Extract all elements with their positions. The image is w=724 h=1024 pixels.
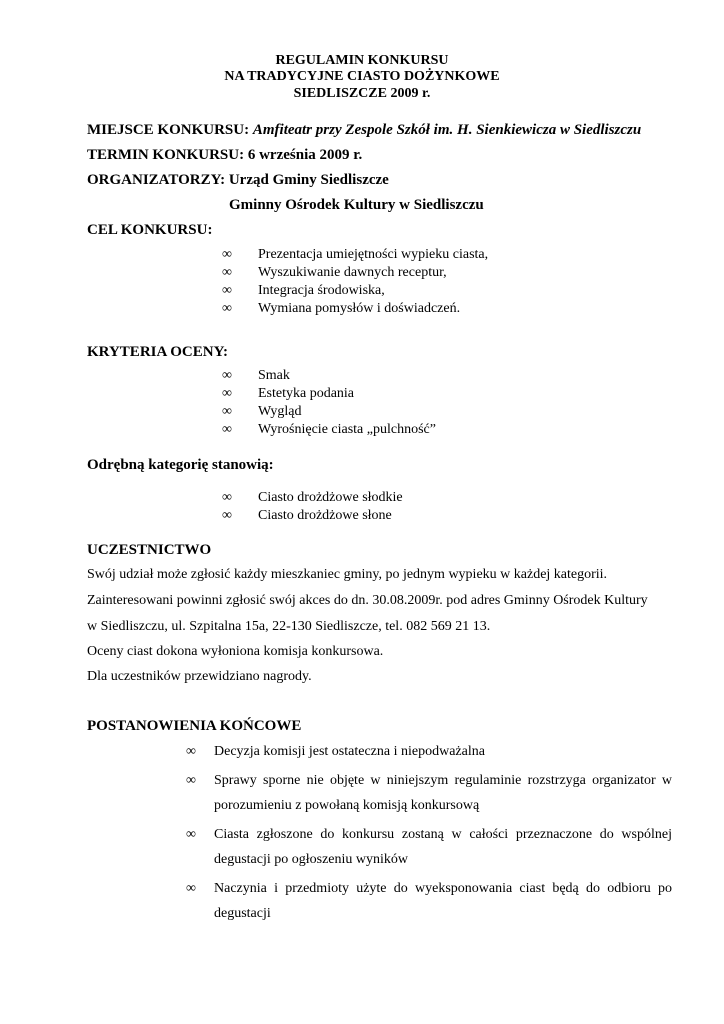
list-item: ∞ Estetyka podania <box>222 386 355 401</box>
infinity-bullet-icon: ∞ <box>222 422 232 437</box>
list-item: ∞ Wymiana pomysłów i doświadczeń. <box>222 301 461 316</box>
list-item: ∞ Sprawy sporne nie objęte w niniejszym regulaminie rozstrzyga organizator w porozumieniu z powołaną komisją konkursową <box>186 768 672 818</box>
participation-line-4: Oceny ciast dokona wyłoniona komisja konkursowa. <box>87 644 384 659</box>
infinity-bullet-icon: ∞ <box>186 881 196 896</box>
place-value: Amfiteatr przy Zespole Szkół im. H. Sienkiewicza w Siedliszczu <box>252 122 642 138</box>
list-item: ∞ Ciasto drożdżowe słodkie <box>222 490 403 505</box>
list-item: ∞ Integracja środowiska, <box>222 283 385 298</box>
date-label: TERMIN KONKURSU: <box>87 147 245 163</box>
organizer-second: Gminny Ośrodek Kultury w Siedliszczu <box>229 197 484 213</box>
criteria-heading: KRYTERIA OCENY: <box>87 344 229 360</box>
organizer-second-row <box>229 196 484 214</box>
title-line-3: SIEDLISZCZE 2009 r. <box>293 86 431 101</box>
date-value: 6 września 2009 r. <box>247 147 363 163</box>
category-heading: Odrębną kategorię stanowią: <box>87 457 274 473</box>
place-label: MIEJSCE KONKURSU: <box>87 122 250 138</box>
infinity-bullet-icon: ∞ <box>222 368 232 383</box>
infinity-bullet-icon: ∞ <box>186 744 196 759</box>
goal-list <box>222 246 488 318</box>
list-item: ∞ Prezentacja umiejętności wypieku ciasta, <box>222 247 489 262</box>
list-item: ∞ Naczynia i przedmioty użyte do wyeksponowania ciast będą do odbioru po degustacji <box>186 876 672 926</box>
goal-heading: CEL KONKURSU: <box>87 222 213 238</box>
infinity-bullet-icon: ∞ <box>186 773 196 788</box>
organizers-label: ORGANIZATORZY: <box>87 172 226 188</box>
organizer-first: Urząd Gminy Siedliszcze <box>228 172 389 188</box>
date-row <box>87 146 362 164</box>
criteria-list <box>222 367 436 439</box>
participation-line-5: Dla uczestników przewidziano nagrody. <box>87 669 312 684</box>
place-row <box>87 121 641 139</box>
final-list <box>186 739 672 926</box>
participation-line-1: Swój udział może zgłosić każdy mieszkaniec gminy, po jednym wypieku w każdej kategorii. <box>87 567 608 582</box>
title-line-2: NA TRADYCYJNE CIASTO DOŻYNKOWE <box>224 69 500 84</box>
list-item: ∞ Decyzja komisji jest ostateczna i niepodważalna <box>186 739 672 764</box>
participation-line-3: w Siedliszczu, ul. Szpitalna 15a, 22-130 Siedliszcze, tel. 082 569 21 13. <box>87 619 491 634</box>
final-heading: POSTANOWIENIA KOŃCOWE <box>87 718 302 734</box>
infinity-bullet-icon: ∞ <box>222 490 232 505</box>
title-line-1: REGULAMIN KONKURSU <box>275 53 449 68</box>
infinity-bullet-icon: ∞ <box>222 386 232 401</box>
list-item: ∞ Wyrośnięcie ciasta „pulchność” <box>222 422 436 437</box>
list-item: ∞ Ciasto drożdżowe słone <box>222 508 392 523</box>
infinity-bullet-icon: ∞ <box>222 283 232 298</box>
list-item: ∞ Ciasta zgłoszone do konkursu zostaną w całości przeznaczone do wspólnej degustacji po ogłoszeniu wyników <box>186 822 672 872</box>
infinity-bullet-icon: ∞ <box>222 404 232 419</box>
list-item: ∞ Smak <box>222 368 290 383</box>
participation-heading: UCZESTNICTWO <box>87 542 212 558</box>
list-item: ∞ Wygląd <box>222 404 302 419</box>
list-item: ∞ Wyszukiwanie dawnych receptur, <box>222 265 447 280</box>
infinity-bullet-icon: ∞ <box>222 265 232 280</box>
infinity-bullet-icon: ∞ <box>222 301 232 316</box>
organizers-row <box>87 171 389 189</box>
participation-line-2: Zainteresowani powinni zgłosić swój akces do dn. 30.08.2009r. pod adres Gminny Ośrodek Kultury <box>87 593 648 608</box>
category-list <box>222 489 403 525</box>
infinity-bullet-icon: ∞ <box>186 827 196 842</box>
infinity-bullet-icon: ∞ <box>222 508 232 523</box>
infinity-bullet-icon: ∞ <box>222 247 232 262</box>
